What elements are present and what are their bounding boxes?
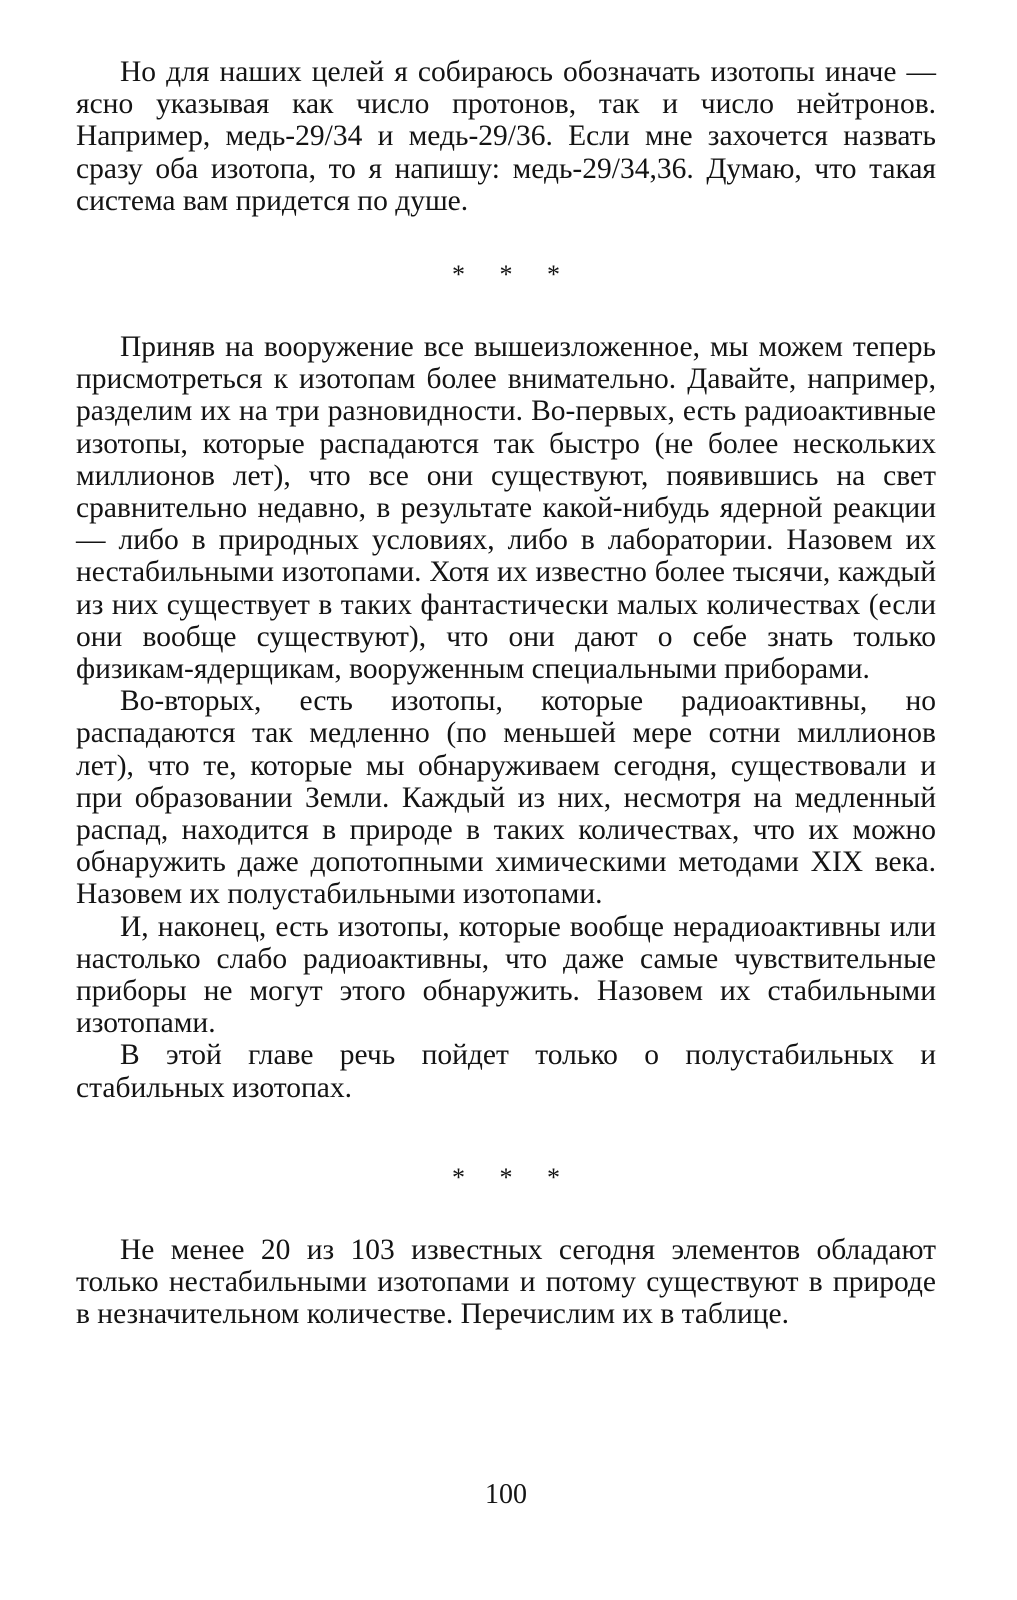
paragraph-unstable-isotopes: Приняв на вооружение все вышеизложенное, мы можем теперь присмотреться к изотопам более внимательно. Давайте, например, разделим их на три разновидности. Во-первых, есть радиоактивные изотопы, которые распадаются так быстро (не более нескольких миллионов лет), что все они существуют, появившись на свет сравнительно недавно, в результате какой-нибудь ядерной реакции — либо в природных условиях, либо в лаборатории. Назовем их нестабильными изотопами. Хотя их известно более тысячи, каждый из них существует в таких фантастически малых количествах (если они вообще существуют), что они дают о себе знать только физикам-ядерщикам, вооруженным специальными приборами.	[76, 331, 936, 686]
section-separator: * * *	[452, 260, 574, 290]
paragraph-unstable-elements: Не менее 20 из 103 известных сегодня элементов обладают только нестабильными изотопами и потому существуют в природе в незначительном количестве. Перечислим их в таблице.	[76, 1233, 936, 1331]
paragraph-chapter-scope: В этой главе речь пойдет только о полустабильных и стабильных изотопах.	[76, 1039, 936, 1104]
page-number: 100	[485, 1479, 527, 1510]
section-separator: * * *	[452, 1162, 574, 1192]
paragraph-isotope-notation: Но для наших целей я собираюсь обозначать изотопы иначе — ясно указывая как число протонов, так и число нейтронов. Например, медь-29/34 и медь-29/36. Если мне захочется назвать сразу оба изотопа, то я напишу: медь-29/34,36. Думаю, что такая система вам придется по душе.	[76, 56, 936, 217]
paragraph-stable-isotopes: И, наконец, есть изотопы, которые вообще нерадиоактивны или настолько слабо радиоактивны, что даже самые чувствительные приборы не могут этого обнаружить. Назовем их стабильными изотопами.	[76, 910, 936, 1040]
paragraph-semistable-isotopes: Во-вторых, есть изотопы, которые радиоактивны, но распадаются так медленно (по меньшей мере сотни миллионов лет), что те, которые мы обнаруживаем сегодня, существовали и при образовании Земли. Каждый из них, несмотря на медленный распад, находится в природе в таких количествах, что их можно обнаружить даже допотопными химическими методами XIX века. Назовем их полустабильными изотопами.	[76, 685, 936, 911]
book-page	[76, 56, 936, 1556]
